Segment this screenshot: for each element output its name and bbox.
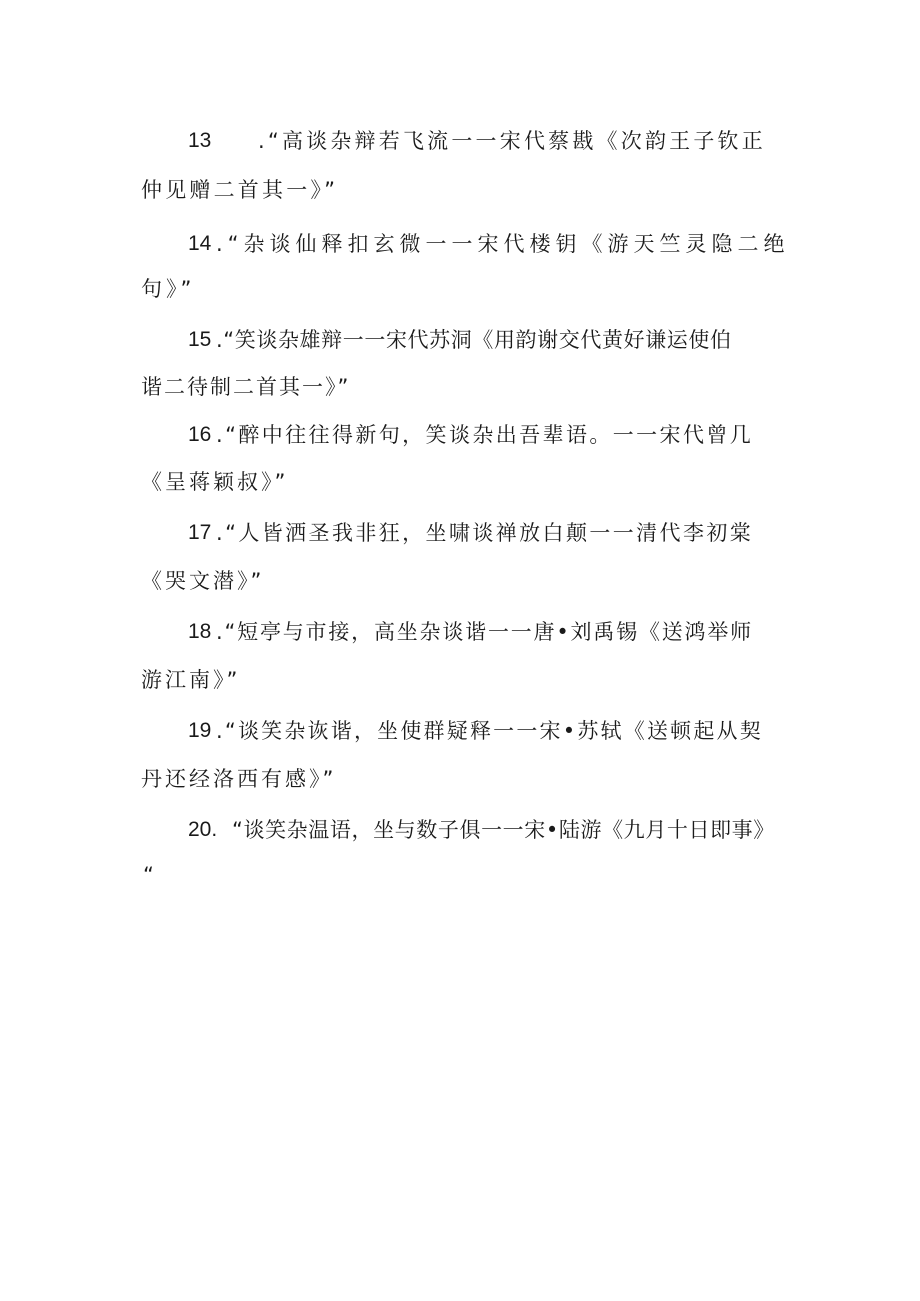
entry-16-line-2 [0,467,920,497]
entry-number: 19 [188,719,212,742]
entry-number: 14 [188,232,212,255]
entry-number: 17 [188,521,212,544]
entry-20-line-2 [0,860,920,890]
entry-text: .“醉中往往得新句，笑谈杂出吾辈语。一一宋代曾几 [216,423,754,447]
entry-19-line-2 [0,764,920,794]
entry-number: 18 [188,620,212,643]
entry-14-line-1 [0,229,920,259]
entry-18-line-2 [0,665,920,695]
entry-20-line-1 [0,815,920,845]
entry-text-continuation: 丹还经洛西有感》” [141,767,337,791]
entry-17-line-1 [0,518,920,548]
entry-text-continuation: 《哭文潜》” [141,569,265,593]
entry-text: “谈笑杂温语，坐与数子俱一一宋•陆游《九月十日即事》 [232,818,775,842]
entry-text: .“谈笑杂诙谐，坐使群疑释一一宋•苏轼《送顿起从契 [216,719,763,743]
entry-text-continuation: 游江南》” [141,668,241,692]
entry-14-line-2 [0,274,920,304]
entry-text-continuation: “ [143,863,154,887]
entry-number: 15 [188,328,212,351]
entry-text-continuation: 谐二待制二首其一》” [141,375,351,399]
entry-number: 13 [188,129,212,152]
entry-text-continuation: 仲见赠二首其一》” [141,178,339,202]
entry-19-line-1 [0,716,920,746]
entry-text: .“人皆洒圣我非狂，坐啸谈禅放白颠一一清代李初棠 [216,521,754,545]
entry-text-continuation: 句》” [141,277,196,301]
entry-13-line-2 [0,175,920,205]
entry-text-continuation: 《呈蒋颖叔》” [141,470,289,494]
entry-16-line-1 [0,420,920,450]
entry-text: .“笑谈杂雄辩一一宋代苏洞《用韵谢交代黄好谦运使伯 [216,328,732,352]
entry-15-line-1 [0,325,920,355]
entry-15-line-2 [0,372,920,402]
entry-number: 16 [188,423,212,446]
entry-text: .“高谈杂辩若飞流一一宋代蔡戡《次韵王子钦正 [258,129,766,153]
entry-text: .“杂谈仙释扣玄微一一宋代楼钥《游天竺灵隐二绝 [216,232,790,256]
entry-text: .“短亭与市接，高坐杂谈谐一一唐•刘禹锡《送鸿举师 [216,620,753,644]
entry-17-line-2 [0,566,920,596]
entry-18-line-1 [0,617,920,647]
entry-number: 20. [188,818,218,841]
entry-13-line-1 [0,126,920,156]
